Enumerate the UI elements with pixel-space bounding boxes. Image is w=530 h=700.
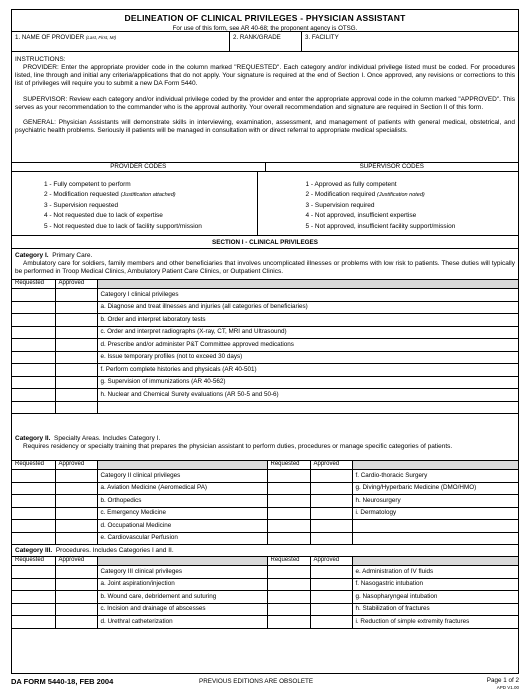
- table-row: [12, 482, 518, 495]
- requested-code-input[interactable]: [12, 578, 55, 591]
- requested-code-input[interactable]: [267, 578, 310, 591]
- list-item: 2 - Modification required (Justification noted): [305, 191, 425, 199]
- requested-code-input[interactable]: [12, 507, 55, 520]
- approved-code-input[interactable]: [310, 495, 352, 508]
- approved-code-input[interactable]: [55, 520, 97, 533]
- privilege-label: e. Issue temporary profiles (not to exceed 30 days): [97, 351, 518, 364]
- requested-code-input[interactable]: [267, 482, 310, 495]
- requested-code-input[interactable]: [12, 401, 55, 414]
- privilege-label: [352, 520, 518, 533]
- provider-name-label: 1. NAME OF PROVIDER: [15, 34, 85, 41]
- requested-code-input[interactable]: [12, 532, 55, 545]
- privilege-label: c. Incision and drainage of abscesses: [97, 603, 267, 616]
- requested-column-header: Requested: [12, 280, 55, 289]
- form-footer: [11, 676, 519, 690]
- table-row: [12, 326, 518, 339]
- category-2-description: [12, 432, 518, 460]
- table-row: [12, 376, 518, 389]
- privilege-label: g. Supervision of immunizations (AR 40-562): [97, 376, 518, 389]
- approved-code-input[interactable]: [310, 520, 352, 533]
- table-row: [12, 603, 518, 616]
- table-row: [12, 532, 518, 545]
- privilege-label: [352, 532, 518, 545]
- privilege-label: i. Reduction of simple extremity fractures: [352, 616, 518, 629]
- category-1-name: Primary Care.: [52, 252, 93, 259]
- approved-code-input[interactable]: [310, 482, 352, 495]
- category-2-table: [12, 460, 518, 545]
- category-3-description: [12, 545, 518, 556]
- privilege-label: d. Occupational Medicine: [97, 520, 267, 533]
- requested-code-input[interactable]: [12, 314, 55, 327]
- requested-code-input[interactable]: [267, 566, 310, 579]
- requested-code-input[interactable]: [12, 603, 55, 616]
- requested-code-input[interactable]: [12, 520, 55, 533]
- category-1-table: [12, 279, 518, 414]
- table-row: [12, 401, 518, 414]
- provider-name-hint: (Last, First, MI): [85, 35, 117, 40]
- approved-code-input[interactable]: [55, 482, 97, 495]
- facility-label: 3. FACILITY: [305, 34, 339, 41]
- category-1-text: Ambulatory care for soldiers, family members and other beneficiaries that involves uncomplicated illnesses or problems with low risk to patients. These duties will typically be performed in Troop Medical Clinics, Ambulatory Patient Care Clinics, or Outpatient Clinics.: [15, 260, 515, 276]
- provider-instructions: PROVIDER: Enter the appropriate provider code in the column marked "REQUESTED". Each category and/or individual privilege listed must be coded. For procedures listed, line through and initial any criteria/applications that do not apply. Your signature is required at the end of Section I. Once approved, any revisions or corrections to this list of privileges will require you to submit a new DA Form 5440.: [15, 64, 515, 88]
- approved-code-input[interactable]: [55, 389, 97, 402]
- approved-code-input[interactable]: [55, 507, 97, 520]
- privilege-label: f. Perform complete histories and physicals (AR 40-501): [97, 364, 518, 377]
- general-instructions: GENERAL: Physician Assistants will demonstrate skills in interviewing, examination, assessment, and management of patients with general medical, obstetrical, and psychiatric health problems. Seriously ill patients will be managed in consultation with or direct referral to appropriate medical specialists.: [15, 118, 515, 134]
- requested-code-input[interactable]: [267, 532, 310, 545]
- approved-code-input[interactable]: [55, 566, 97, 579]
- spacer: [12, 414, 518, 432]
- approved-column-header: Approved: [310, 461, 352, 470]
- requested-column-header: Requested: [12, 557, 55, 566]
- approved-column-header: Approved: [55, 461, 97, 470]
- approved-code-input[interactable]: [310, 470, 352, 483]
- table-header-row: [12, 280, 518, 289]
- privilege-label: Category III clinical privileges: [97, 566, 267, 579]
- approved-code-input[interactable]: [55, 532, 97, 545]
- approved-code-input[interactable]: [55, 364, 97, 377]
- privilege-label: b. Order and interpret laboratory tests: [97, 314, 518, 327]
- privilege-label: f. Nasogastric intubation: [352, 578, 518, 591]
- codes-lists: [12, 172, 518, 236]
- table-row: [12, 495, 518, 508]
- table-row: [12, 314, 518, 327]
- table-row: [12, 301, 518, 314]
- approved-code-input[interactable]: [55, 616, 97, 629]
- instructions-block: [12, 52, 518, 163]
- privilege-label: c. Order and interpret radiographs (X-ray, CT, MRI and Ultrasound): [97, 326, 518, 339]
- requested-code-input[interactable]: [12, 495, 55, 508]
- table-row: [12, 364, 518, 377]
- requested-code-input[interactable]: [267, 507, 310, 520]
- title-block: [12, 10, 518, 32]
- supervisor-codes-list: [258, 172, 519, 235]
- requested-code-input[interactable]: [267, 616, 310, 629]
- category-2-text: Requires residency or specialty training that prepares the physician assistant to perform duties, procedures or manage specific categories of patients.: [23, 443, 453, 451]
- facility-field[interactable]: [302, 32, 518, 51]
- approved-code-input[interactable]: [310, 578, 352, 591]
- approved-code-input[interactable]: [310, 532, 352, 545]
- privilege-label: a. Joint aspiration/injection: [97, 578, 267, 591]
- privilege-label: e. Administration of IV fluids: [352, 566, 518, 579]
- list-item: 5 - Not approved, insufficient facility support/mission: [305, 222, 456, 230]
- provider-name-field[interactable]: [12, 32, 230, 51]
- privilege-label: h. Neurosurgery: [352, 495, 518, 508]
- form-page: [11, 9, 519, 674]
- approved-code-input[interactable]: [55, 603, 97, 616]
- requested-code-input[interactable]: [12, 364, 55, 377]
- requested-column-header: Requested: [12, 461, 55, 470]
- table-row: [12, 566, 518, 579]
- table-row: [12, 351, 518, 364]
- requested-code-input[interactable]: [12, 326, 55, 339]
- provider-codes-list: [12, 172, 258, 235]
- approved-column-header: Approved: [55, 280, 97, 289]
- table-row: [12, 289, 518, 302]
- requested-code-input[interactable]: [12, 616, 55, 629]
- category-1-label: Category I.: [15, 252, 49, 259]
- table-header-row: [12, 461, 518, 470]
- shaded-header-cell: [352, 557, 518, 566]
- requested-column-header: Requested: [267, 557, 310, 566]
- category-2-name: Specialty Areas. Includes Category I.: [54, 435, 161, 442]
- table-header-row: [12, 557, 518, 566]
- requested-code-input[interactable]: [267, 495, 310, 508]
- approved-code-input[interactable]: [55, 314, 97, 327]
- page-number: Page 1 of 2: [486, 677, 519, 684]
- requested-column-header: Requested: [267, 461, 310, 470]
- shaded-header-cell: [97, 557, 267, 566]
- supervisor-codes-header: SUPERVISOR CODES: [359, 163, 424, 170]
- list-item: 1 - Fully competent to perform: [44, 181, 131, 188]
- approved-code-input[interactable]: [310, 507, 352, 520]
- requested-code-input[interactable]: [12, 566, 55, 579]
- privilege-label: c. Emergency Medicine: [97, 507, 267, 520]
- supervisor-instructions: SUPERVISOR: Review each category and/or individual privilege coded by the provider and enter the appropriate approval code in the column marked "APPROVED". This serves as your recommendation to the commander who is the approval authority. Your overall recommendation and signature are required in Section II of this form.: [15, 95, 515, 111]
- category-3-name: Procedures. Includes Categories I and II.: [55, 547, 174, 554]
- approved-code-input[interactable]: [55, 470, 97, 483]
- list-item: 1 - Approved as fully competent: [305, 181, 397, 188]
- list-item: 2 - Modification requested (Justification attached): [44, 191, 176, 199]
- table-row: [12, 616, 518, 629]
- privilege-label: f. Cardio-thoracic Surgery: [352, 470, 518, 483]
- approved-code-input[interactable]: [55, 591, 97, 604]
- approved-column-header: Approved: [310, 557, 352, 566]
- category-3-label: Category III.: [15, 547, 53, 554]
- approved-code-input[interactable]: [55, 301, 97, 314]
- table-row: [12, 507, 518, 520]
- table-row: [12, 339, 518, 352]
- form-title: DELINEATION OF CLINICAL PRIVILEGES - PHYSICIAN ASSISTANT: [124, 13, 406, 23]
- instructions-heading: INSTRUCTIONS:: [15, 56, 66, 63]
- privilege-label: a. Diagnose and treat illnesses and injuries (all categories of beneficiaries): [97, 301, 518, 314]
- privilege-label: g. Diving/Hyperbaric Medicine (DMO/HMO): [352, 482, 518, 495]
- category-3-table: [12, 556, 518, 629]
- privilege-label: Category I clinical privileges: [97, 289, 518, 302]
- form-number: DA FORM 5440-18, FEB 2004: [11, 677, 114, 686]
- approved-code-input[interactable]: [310, 566, 352, 579]
- privilege-label: a. Aviation Medicine (Aeromedical PA): [97, 482, 267, 495]
- requested-code-input[interactable]: [12, 339, 55, 352]
- requested-code-input[interactable]: [12, 482, 55, 495]
- privilege-label: d. Prescribe and/or administer P&T Committee approved medications: [97, 339, 518, 352]
- requested-code-input[interactable]: [12, 351, 55, 364]
- section-title: SECTION I - CLINICAL PRIVILEGES: [12, 236, 518, 249]
- editions-notice: PREVIOUS EDITIONS ARE OBSOLETE: [199, 678, 314, 685]
- approved-code-input[interactable]: [310, 616, 352, 629]
- category-2-label: Category II.: [15, 435, 51, 442]
- requested-code-input[interactable]: [12, 470, 55, 483]
- requested-code-input[interactable]: [12, 591, 55, 604]
- provider-info-row: [12, 32, 518, 52]
- version-label: APD V1.00: [496, 685, 519, 690]
- provider-codes-header: PROVIDER CODES: [12, 163, 266, 171]
- table-row: [12, 389, 518, 402]
- privilege-label: Category II clinical privileges: [97, 470, 267, 483]
- list-item: 3 - Supervision required: [305, 201, 375, 209]
- requested-code-input[interactable]: [267, 520, 310, 533]
- requested-code-input[interactable]: [267, 591, 310, 604]
- privilege-label: h. Stabilization of fractures: [352, 603, 518, 616]
- approved-code-input[interactable]: [55, 401, 97, 414]
- privilege-label: d. Urethral catheterization: [97, 616, 267, 629]
- approved-column-header: Approved: [55, 557, 97, 566]
- approved-code-input[interactable]: [55, 578, 97, 591]
- approved-code-input[interactable]: [55, 339, 97, 352]
- table-row: [12, 520, 518, 533]
- requested-code-input[interactable]: [12, 301, 55, 314]
- list-item: 3 - Supervision requested: [44, 201, 119, 209]
- approved-code-input[interactable]: [55, 351, 97, 364]
- approved-code-input[interactable]: [310, 591, 352, 604]
- list-item: 4 - Not requested due to lack of expertise: [44, 212, 163, 220]
- shaded-header-cell: [97, 280, 518, 289]
- table-row: [12, 578, 518, 591]
- privilege-label: b. Orthopedics: [97, 495, 267, 508]
- privilege-label: i. Dermatology: [352, 507, 518, 520]
- list-item: 5 - Not requested due to lack of facility support/mission: [44, 222, 202, 230]
- table-row: [12, 470, 518, 483]
- requested-code-input[interactable]: [12, 289, 55, 302]
- rank-grade-label: 2. RANK/GRADE: [233, 34, 281, 41]
- list-item: 4 - Not approved, insufficient expertise: [305, 212, 417, 220]
- approved-code-input[interactable]: [55, 326, 97, 339]
- privilege-label: g. Nasopharyngeal intubation: [352, 591, 518, 604]
- privilege-label: e. Cardiovascular Perfusion: [97, 532, 267, 545]
- codes-header: [12, 163, 518, 172]
- approved-code-input[interactable]: [55, 289, 97, 302]
- requested-code-input[interactable]: [12, 376, 55, 389]
- rank-grade-field[interactable]: [230, 32, 302, 51]
- approved-code-input[interactable]: [310, 603, 352, 616]
- requested-code-input[interactable]: [267, 470, 310, 483]
- privilege-label: h. Nuclear and Chemical Surety evaluations (AR 50-5 and 50-6): [97, 389, 518, 402]
- privilege-label: b. Wound care, debridement and suturing: [97, 591, 267, 604]
- approved-code-input[interactable]: [55, 376, 97, 389]
- shaded-header-cell: [352, 461, 518, 470]
- approved-code-input[interactable]: [55, 495, 97, 508]
- table-row: [12, 591, 518, 604]
- privilege-label: [97, 401, 518, 414]
- requested-code-input[interactable]: [267, 603, 310, 616]
- shaded-header-cell: [97, 461, 267, 470]
- category-1-description: [12, 249, 518, 279]
- requested-code-input[interactable]: [12, 389, 55, 402]
- form-subtitle: For use of this form, see AR 40-68; the proponent agency is OTSG.: [172, 24, 358, 32]
